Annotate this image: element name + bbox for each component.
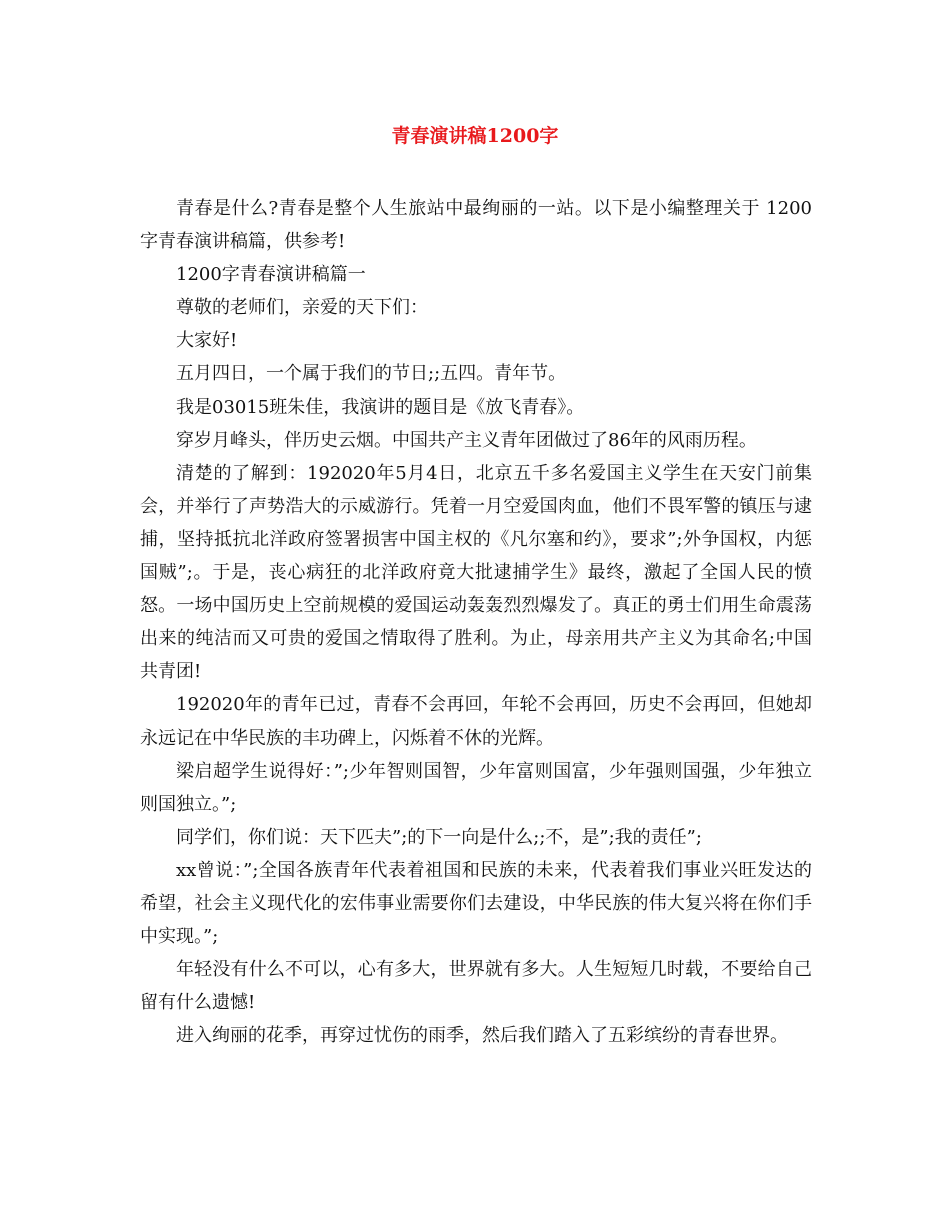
paragraph-heading: 1200字青春演讲稿篇一 — [176, 264, 366, 286]
paragraph: 穿岁月峰头，伴历史云烟。中国共产主义青年团做过了86年的风雨历程。 — [176, 429, 757, 451]
paragraph: 进入绚丽的花季，再穿过忧伤的雨季，然后我们踏入了五彩缤纷的青春世界。 — [176, 1025, 788, 1047]
document-title: 青春演讲稿1200字 — [391, 125, 559, 147]
paragraph: 我是03015班朱佳，我演讲的题目是《放飞青春》。 — [176, 396, 585, 418]
paragraph: xx曾说：”;全国各族青年代表着祖国和民族的未来，代表着我们事业兴旺发达的希望，社会主义现代化的宏伟事业需要你们去建设，中华民族的伟大复兴将在你们手中实现。”; — [140, 859, 812, 948]
paragraph-greeting: 大家好! — [176, 330, 238, 352]
paragraph: 年轻没有什么不可以，心有多大，世界就有多大。人生短短几时载，不要给自己留有什么遗憾! — [140, 959, 812, 1014]
paragraph-intro: 青春是什么?青春是整个人生旅站中最绚丽的一站。以下是小编整理关于 1200 字青春演讲稿篇，供参考! — [140, 198, 812, 253]
paragraph-salutation: 尊敬的老师们，亲爱的天下们： — [176, 297, 428, 319]
paragraph: 五月四日，一个属于我们的节日;;五四。青年节。 — [176, 363, 567, 385]
document-body — [140, 192, 812, 1052]
paragraph: 梁启超学生说得好：”;少年智则国智，少年富则国富，少年强则国强，少年独立则国独立。”; — [140, 760, 812, 815]
paragraph: 同学们，你们说：天下匹夫”;的下一向是什么;;不，是”;我的责任”; — [176, 826, 702, 848]
paragraph: 192020年的青年已过，青春不会再回，年轮不会再回，历史不会再回，但她却永远记在中华民族的丰功碑上，闪烁着不休的光辉。 — [140, 694, 812, 749]
paragraph: 清楚的了解到：192020年5月4日，北京五千多名爱国主义学生在天安门前集会，并举行了声势浩大的示威游行。凭着一月空爱国肉血，他们不畏军警的镇压与逮捕，坚持抵抗北洋政府签署损害中国主权的《凡尔塞和约》，要求”;外争国权，内惩国贼”;。于是，丧心病狂的北洋政府竟大批逮捕学生》最终，激起了全国人民的愤怒。一场中国历史上空前规模的爱国运动轰轰烈烈爆发了。真正的勇士们用生命震荡出来的纯洁而又可贵的爱国之情取得了胜利。为止，母亲用共产主义为其命名;中国共青团! — [140, 462, 812, 683]
